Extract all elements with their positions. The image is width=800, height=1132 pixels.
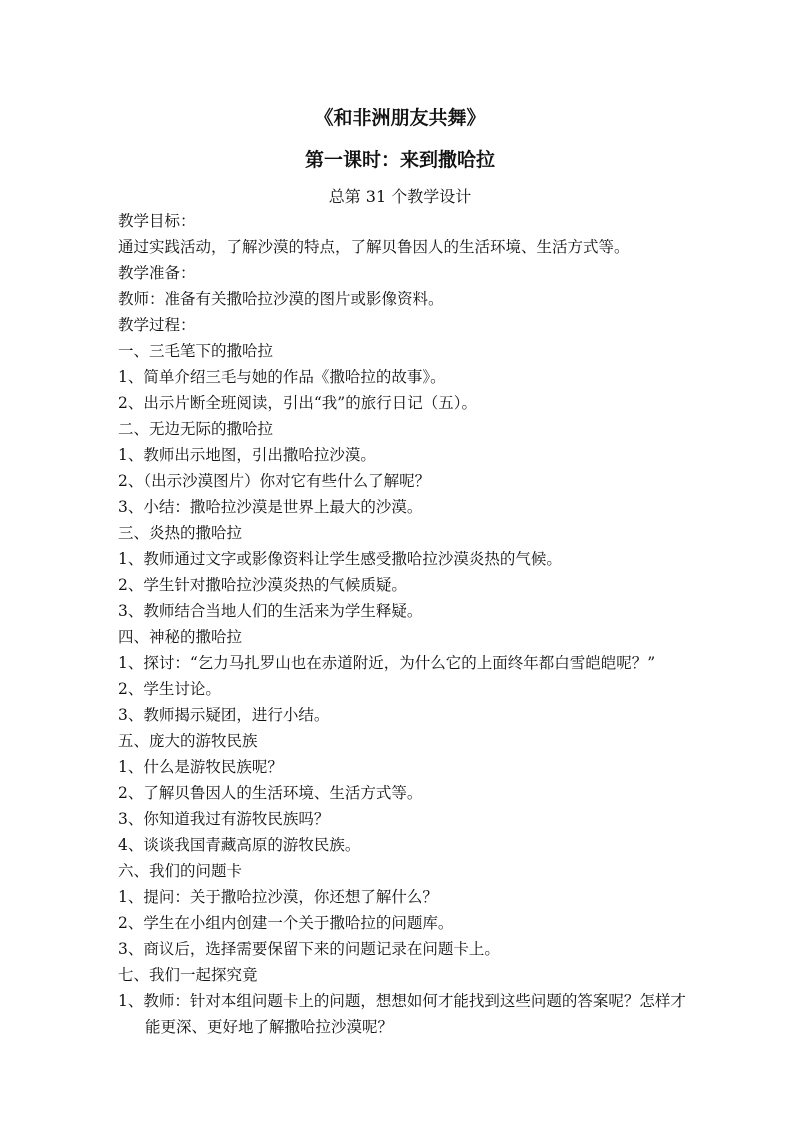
list-item: 1、探讨：“乞力马扎罗山也在赤道附近，为什么它的上面终年都白雪皑皑呢？” [118, 654, 656, 672]
list-item: 3、商议后，选择需要保留下来的问题记录在问题卡上。 [118, 940, 500, 958]
step-heading: 五、庞大的游牧民族 [118, 732, 258, 750]
list-item: 1、教师通过文字或影像资料让学生感受撒哈拉沙漠炎热的气候。 [118, 550, 562, 568]
design-number: 总第 31 个教学设计 [328, 187, 472, 206]
list-item: 2、（出示沙漠图片）你对它有些什么了解呢？ [118, 472, 431, 490]
list-item: 1、什么是游牧民族呢？ [118, 758, 283, 776]
paragraph: 教师：准备有关撒哈拉沙漠的图片或影像资料。 [118, 290, 444, 308]
page-subtitle: 第一课时：来到撒哈拉 [304, 149, 495, 171]
step-heading: 六、我们的问题卡 [118, 862, 243, 880]
list-item: 2、学生在小组内创建一个关于撒哈拉的问题库。 [118, 914, 454, 932]
list-item: 3、小结：撒哈拉沙漠是世界上最大的沙漠。 [118, 498, 423, 516]
paragraph: 通过实践活动，了解沙漠的特点，了解贝鲁因人的生活环境、生活方式等。 [118, 238, 630, 256]
list-item: 3、教师结合当地人们的生活来为学生释疑。 [118, 602, 423, 620]
section-heading: 教学目标： [118, 212, 196, 230]
list-item: 1、教师：针对本组问题卡上的问题，想想如何才能找到这些问题的答案呢？怎样才能更深、更好地了解撒哈拉沙漠呢？ [118, 992, 686, 1036]
list-item: 1、简单介绍三毛与她的作品《撒哈拉的故事》。 [118, 368, 446, 386]
list-item: 2、了解贝鲁因人的生活环境、生活方式等。 [118, 784, 423, 802]
section-heading: 教学准备： [118, 264, 196, 282]
section-heading: 教学过程： [118, 316, 196, 334]
list-item: 1、提问：关于撒哈拉沙漠，你还想了解什么？ [118, 888, 438, 906]
list-item: 2、学生针对撒哈拉沙漠炎热的气候质疑。 [118, 576, 407, 594]
list-item: 1、教师出示地图，引出撒哈拉沙漠。 [118, 446, 376, 464]
step-heading: 二、无边无际的撒哈拉 [118, 420, 274, 438]
step-heading: 七、我们一起探究竟 [118, 966, 258, 984]
document-body [118, 208, 698, 1040]
step-heading: 四、神秘的撒哈拉 [118, 628, 243, 646]
list-item: 2、学生讨论。 [118, 680, 221, 698]
step-heading: 三、炎热的撒哈拉 [118, 524, 243, 542]
list-item: 2、出示片断全班阅读，引出“我”的旅行日记（五）。 [118, 394, 477, 412]
list-item: 3、你知道我过有游牧民族吗？ [118, 810, 330, 828]
list-item: 4、谈谈我国青藏高原的游牧民族。 [118, 836, 361, 854]
list-item: 3、教师揭示疑团，进行小结。 [118, 706, 330, 724]
page-title: 《和非洲朋友共舞》 [314, 107, 486, 129]
step-heading: 一、三毛笔下的撒哈拉 [118, 342, 274, 360]
